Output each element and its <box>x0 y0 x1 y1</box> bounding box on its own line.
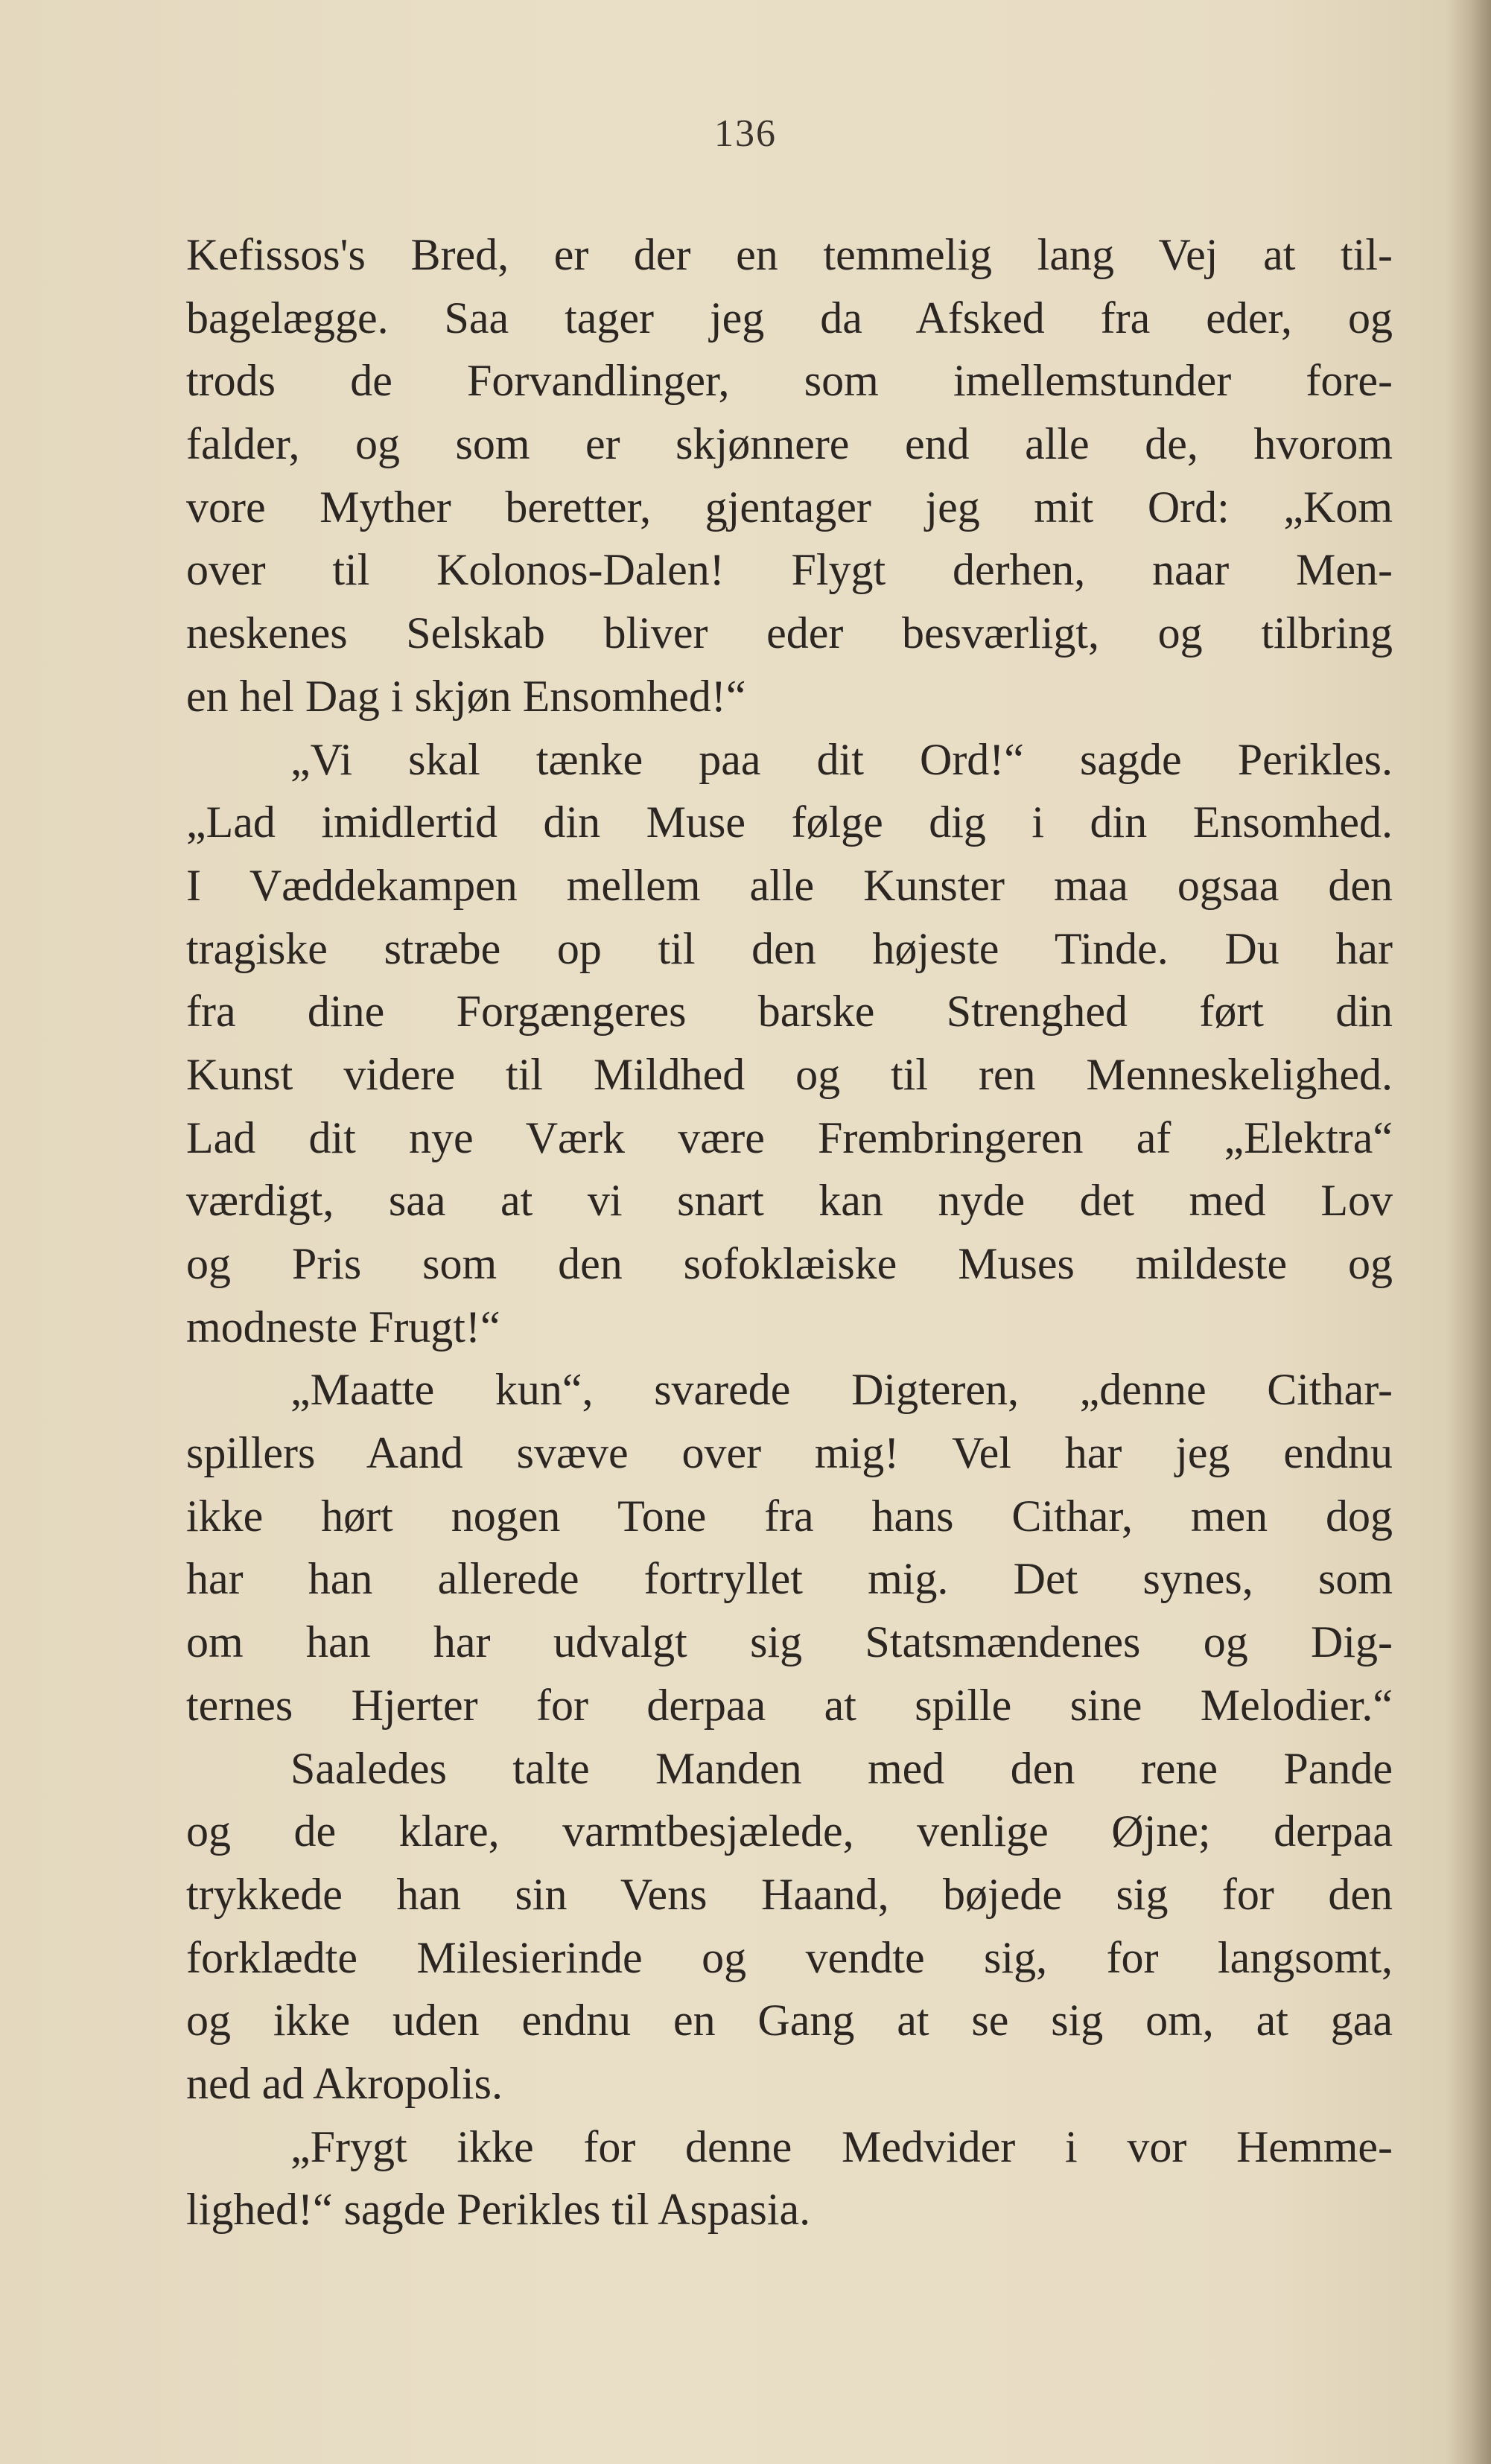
text-line: og Pris som den sofoklæiske Muses mildeste og <box>186 1239 1393 1288</box>
text-line: Kunst videre til Mildhed og til ren Menneskelighed. <box>186 1049 1393 1099</box>
text-line: trods de Forvandlinger, som imellemstunder fore- <box>186 356 1393 406</box>
text-line: ned ad Akropolis. <box>186 2058 503 2108</box>
text-line: og de klare, varmtbesjælede, venlige Øjne; derpaa <box>186 1806 1393 1856</box>
text-line: bagelægge. Saa tager jeg da Afsked fra eder, og <box>186 293 1393 343</box>
text-line: en hel Dag i skjøn Ensomhed!“ <box>186 671 746 721</box>
text-line: Saaledes talte Manden med den rene Pande <box>290 1743 1393 1793</box>
text-line: om han har udvalgt sig Statsmændenes og Dig- <box>186 1617 1393 1667</box>
page-edge-shadow <box>1446 0 1491 2464</box>
text-line: vore Myther beretter, gjentager jeg mit Ord: „Kom <box>186 482 1393 532</box>
text-line: spillers Aand svæve over mig! Vel har jeg endnu <box>186 1428 1393 1478</box>
text-line: over til Kolonos-Dalen! Flygt derhen, naar Men- <box>186 545 1393 595</box>
text-line: værdigt, saa at vi snart kan nyde det med Lov <box>186 1176 1393 1226</box>
text-line: Lad dit nye Værk være Frembringeren af „Elektra“ <box>186 1112 1393 1162</box>
text-line: trykkede han sin Vens Haand, bøjede sig for den <box>186 1869 1393 1919</box>
text-line: og ikke uden endnu en Gang at se sig om, at gaa <box>186 1996 1393 2046</box>
text-line: lighed!“ sagde Perikles til Aspasia. <box>186 2185 811 2235</box>
text-line: modneste Frugt!“ <box>186 1302 500 1352</box>
text-line: Kefissos's Bred, er der en temmelig lang Vej at til- <box>186 230 1393 279</box>
text-line: ikke hørt nogen Tone fra hans Cithar, men dog <box>186 1491 1393 1541</box>
body-text <box>186 223 1393 2241</box>
text-line: „Lad imidlertid din Muse følge dig i din Ensomhed. <box>186 798 1393 847</box>
text-line: tragiske stræbe op til den højeste Tinde. Du har <box>186 923 1393 973</box>
text-line: „Vi skal tænke paa dit Ord!“ sagde Perikles. <box>290 734 1393 784</box>
text-line: neskenes Selskab bliver eder besværligt, og tilbring <box>186 608 1393 658</box>
text-line: falder, og som er skjønnere end alle de, hvorom <box>186 419 1393 469</box>
text-line: forklædte Milesierinde og vendte sig, for langsomt, <box>186 1932 1393 1982</box>
page-number: 136 <box>714 112 777 155</box>
text-line: ternes Hjerter for derpaa at spille sine Melodier.“ <box>186 1680 1393 1730</box>
text-line: „Frygt ikke for denne Medvider i vor Hemme- <box>290 2121 1393 2171</box>
text-line: fra dine Forgængeres barske Strenghed ført din <box>186 987 1393 1037</box>
text-line: „Maatte kun“, svarede Digteren, „denne Cithar- <box>290 1365 1393 1415</box>
text-line: har han allerede fortryllet mig. Det synes, som <box>186 1554 1393 1604</box>
text-line: I Væddekampen mellem alle Kunster maa ogsaa den <box>186 860 1393 910</box>
